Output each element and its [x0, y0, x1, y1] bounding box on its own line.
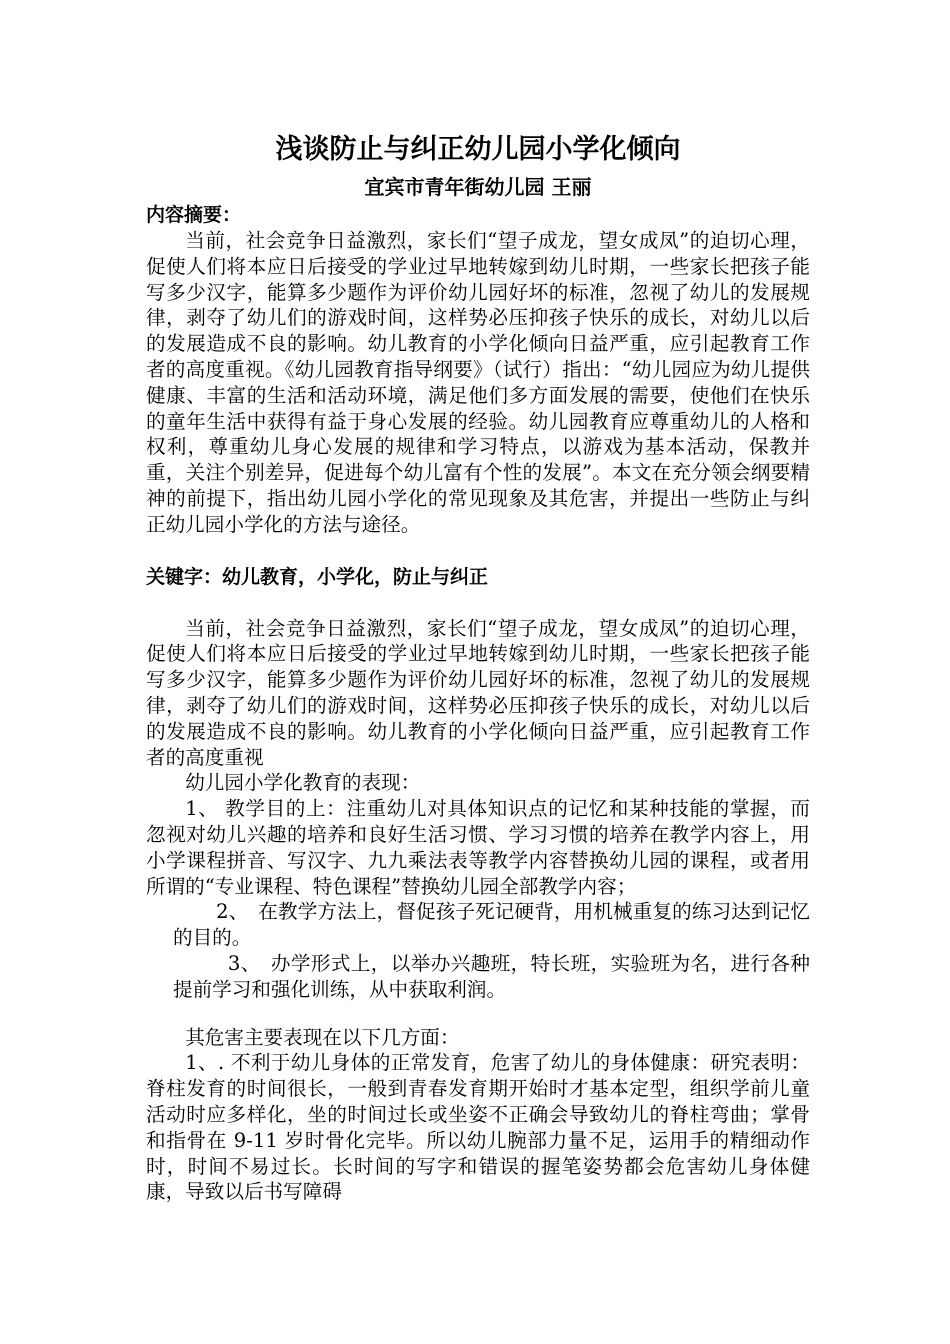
abstract-text: 当前，社会竞争日益激烈，家长们“望子成龙，望女成凤”的迫切心理，促使人们将本应日后接受的学业过早地转嫁到幼儿时期，一些家长把孩子能写多少汉字，能算多少题作为评价幼儿园好坏的标准，忽视了幼儿的发展规律，剥夺了幼儿们的游戏时间，这样势必压抑孩子快乐的成长，对幼儿以后的发展造成不良的影响。幼儿教育的小学化倾向日益严重，应引起教育工作者的高度重视。《幼儿园教育指导纲要》（试行）指出：“幼儿园应为幼儿提供健康、丰富的生活和活动环境，满足他们多方面发展的需要，使他们在快乐的童年生活中获得有益于身心发展的经验。幼儿园教育应尊重幼儿的人格和权利，尊重幼儿身心发展的规律和学习特点，以游戏为基本活动，保教并重，关注个别差异，促进每个幼儿富有个性的发展”。本文在充分领会纲要精神的前提下，指出幼儿园小学化的常见现象及其危害，并提出一些防止与纠正幼儿园小学化的方法与途径。 — [146, 229, 810, 536]
spacer — [146, 538, 810, 564]
abstract-label: 内容摘要： — [146, 204, 242, 226]
manifest-item-2: 2、 在教学方法上，督促孩子死记硬背，用机械重复的练习达到记忆的目的。 — [173, 900, 810, 950]
manifest-item-3: 3、 办学形式上，以举办兴趣班，特长班，实验班为名，进行各种提前学习和强化训练，从中获取利润。 — [173, 951, 810, 1001]
harm-item-1: 1、. 不利于幼儿身体的正常发育，危害了幼儿的身体健康：研究表明：脊柱发育的时间很长，一般到青春发育期开始时才基本定型，组织学前儿童活动时应多样化，坐的时间过长或坐姿不正确会导致幼儿的脊柱弯曲；掌骨和指骨在 9-11 岁时骨化完毕。所以幼儿腕部力量不足，运用手的精细动作时，时间不易过长。长时间的写字和错误的握笔姿势都会危害幼儿身体健康，导致以后书写障碍 — [146, 1051, 810, 1204]
body-intro-paragraph: 当前，社会竞争日益激烈，家长们“望子成龙，望女成凤”的迫切心理，促使人们将本应日后接受的学业过早地转嫁到幼儿时期，一些家长把孩子能写多少汉字，能算多少题作为评价幼儿园好坏的标准，忽视了幼儿的发展规律，剥夺了幼儿们的游戏时间，这样势必压抑孩子快乐的成长，对幼儿以后的发展造成不良的影响。幼儿教育的小学化倾向日益严重，应引起教育工作者的高度重视 — [146, 616, 810, 769]
manifest-heading: 幼儿园小学化教育的表现： — [185, 771, 421, 795]
spacer — [146, 1003, 810, 1025]
harm-heading: 其危害主要表现在以下几方面： — [185, 1025, 460, 1049]
spacer — [146, 590, 810, 616]
document-page — [146, 128, 810, 1205]
document-title: 浅谈防止与纠正幼儿园小学化倾向 — [275, 134, 681, 165]
document-author: 宜宾市青年街幼儿园 王丽 — [364, 175, 592, 199]
keywords-line: 关键字：幼儿教育，小学化，防止与纠正 — [146, 565, 489, 588]
manifest-item-1: 1、 教学目的上：注重幼儿对具体知识点的记忆和某种技能的掌握，而忽视对幼儿兴趣的培养和良好生活习惯、学习习惯的培养在教学内容上，用小学课程拼音、写汉字、九九乘法表等教学内容替换幼儿园的课程，或者用所谓的“专业课程、特色课程”替换幼儿园全部教学内容； — [146, 797, 810, 898]
